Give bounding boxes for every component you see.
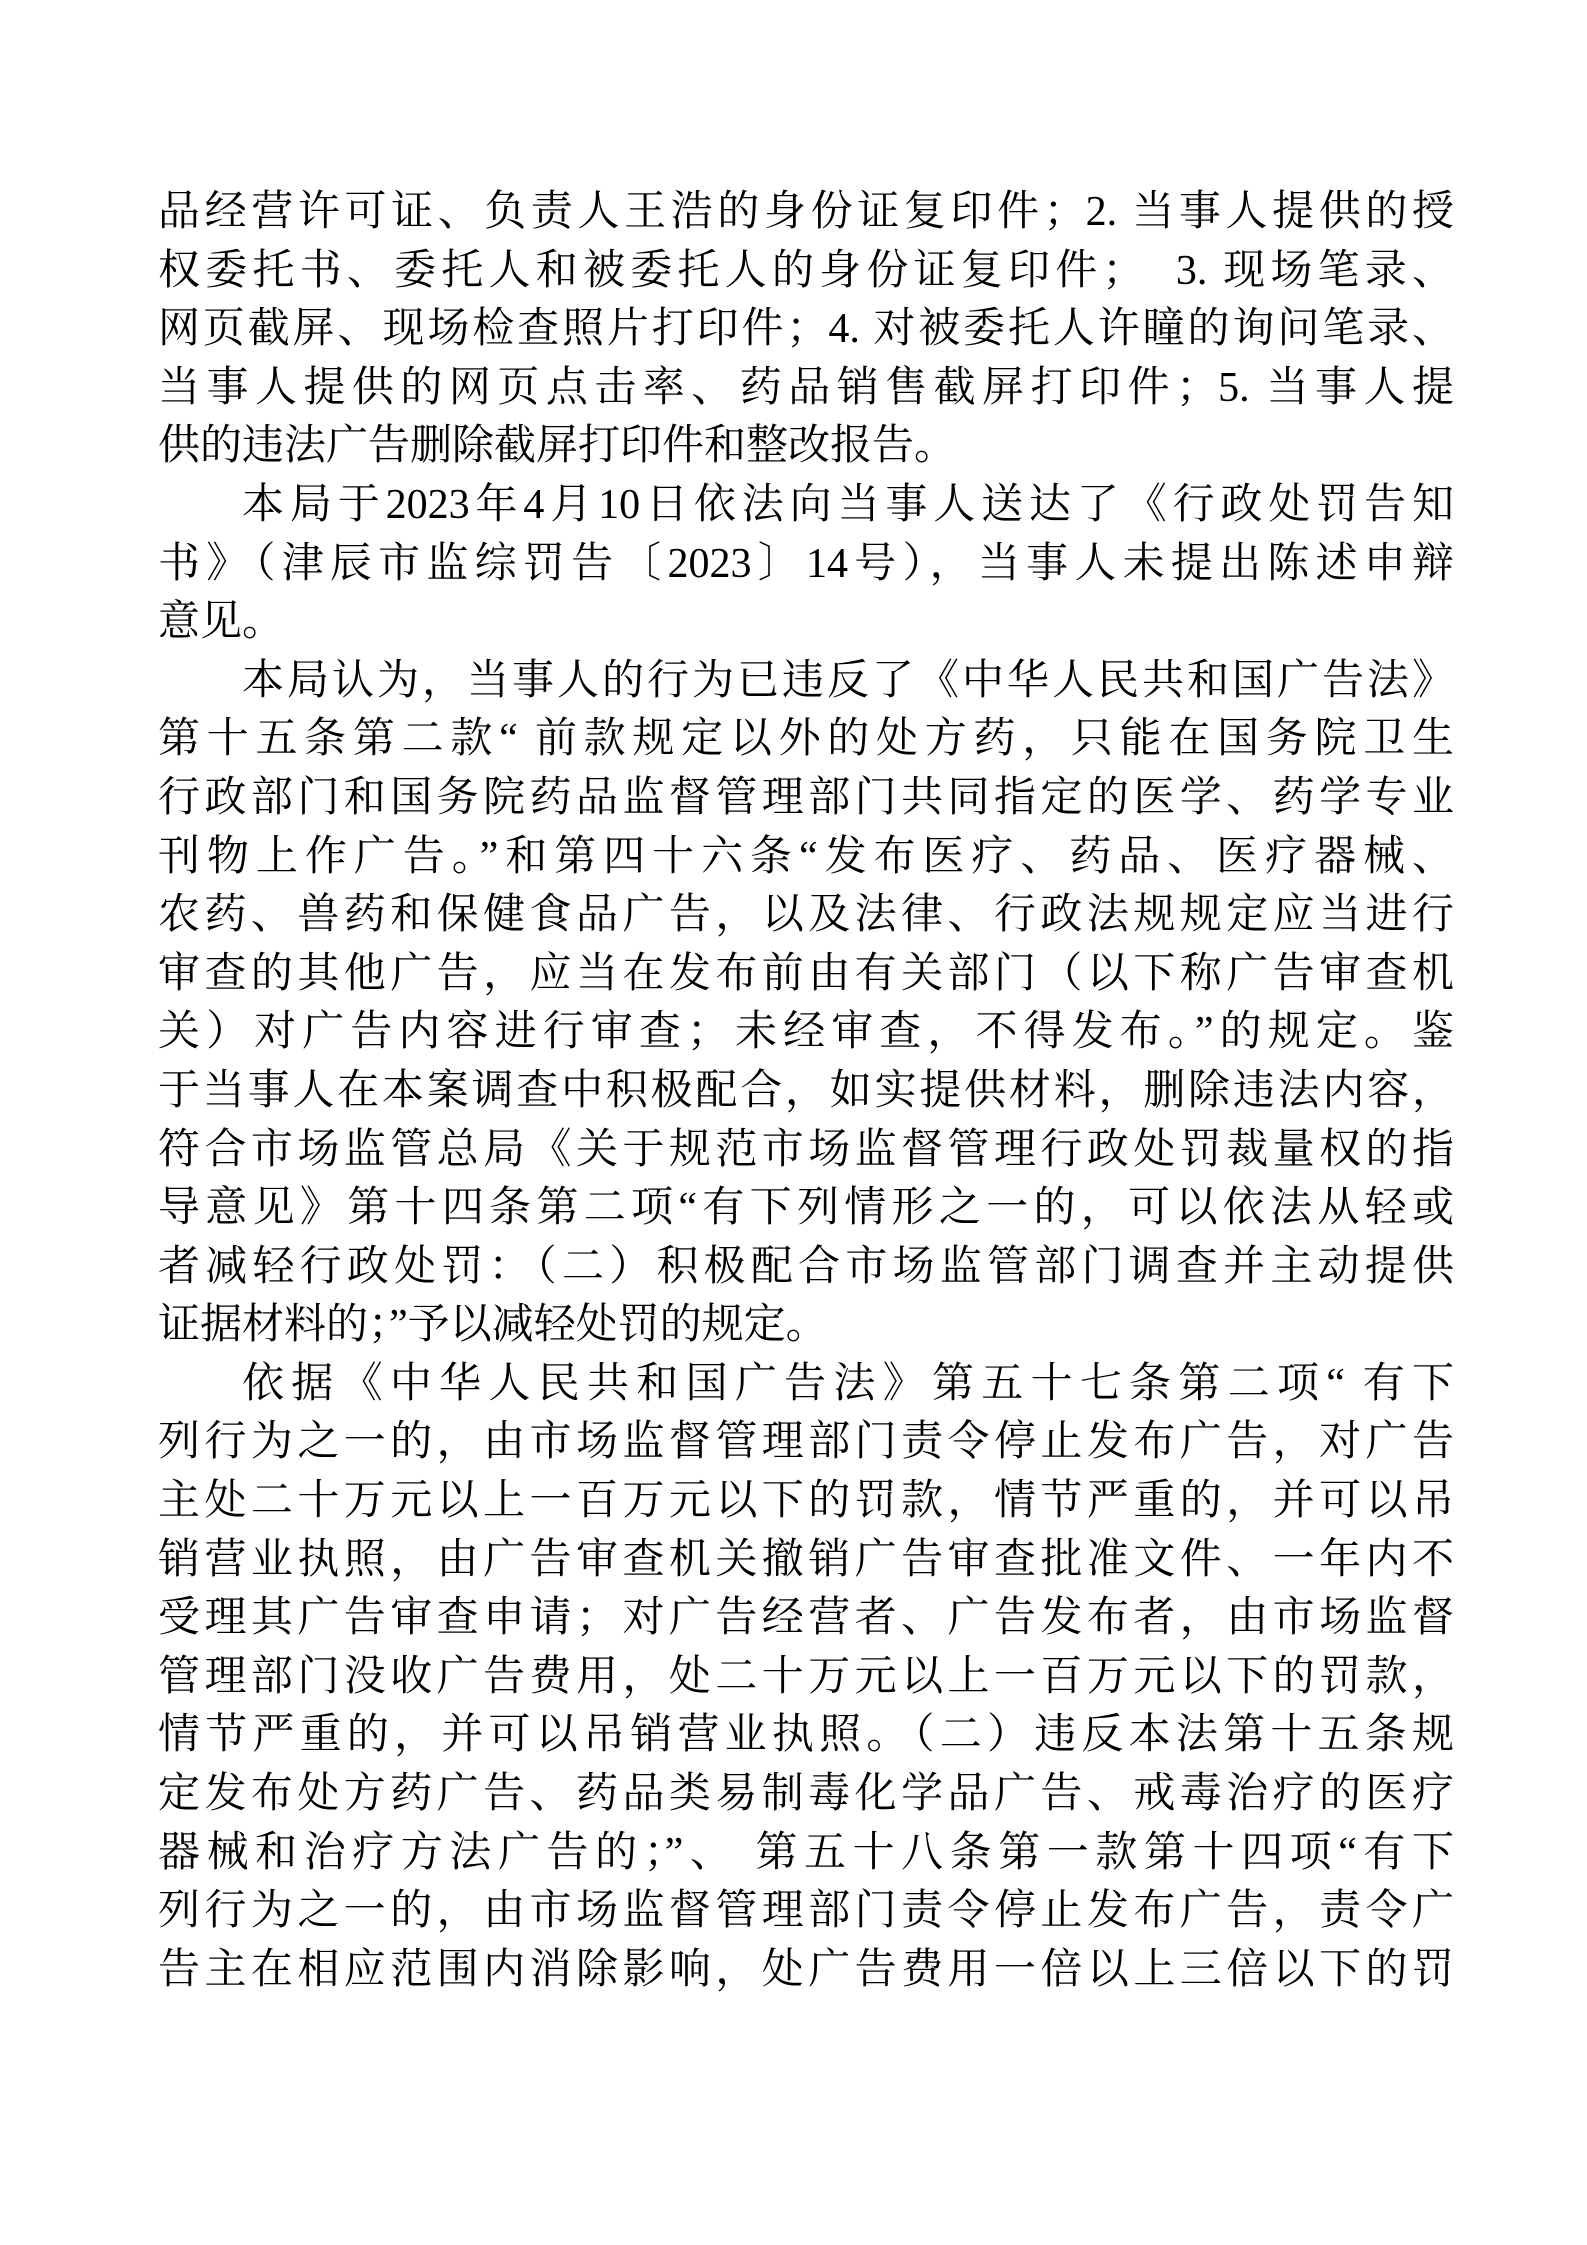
document-line: 列行为之一的，由市场监督管理部门责令停止发布广告，对广告 xyxy=(158,1419,1454,1466)
document-line: 列行为之一的，由市场监督管理部门责令停止发布广告，责令广 xyxy=(158,1888,1454,1935)
document-line: 网页截屏、现场检查照片打印件；4. 对被委托人许瞳的询问笔录、 xyxy=(158,306,1454,353)
document-line: 证据材料的；”予以减轻处罚的规定。 xyxy=(158,1302,828,1349)
document-line: 受理其广告审查申请；对广告经营者、广告发布者，由市场监督 xyxy=(158,1595,1454,1642)
document-line: 第十五条第二款“ 前款规定以外的处方药，只能在国务院卫生 xyxy=(158,716,1454,763)
document-line: 定发布处方药广告、药品类易制毒化学品广告、戒毒治疗的医疗 xyxy=(158,1771,1454,1818)
document-line: 审查的其他广告，应当在发布前由有关部门（以下称广告审查机 xyxy=(158,950,1454,997)
document-line: 器械和治疗方法广告的；”、 第五十八条第一款第十四项“有下 xyxy=(158,1829,1454,1876)
document-line: 关）对广告内容进行审查；未经审查，不得发布。”的规定。鉴 xyxy=(158,1009,1454,1056)
document-line: 农药、兽药和保健食品广告，以及法律、行政法规规定应当进行 xyxy=(158,892,1454,939)
document-line: 供的违法广告删除截屏打印件和整改报告。 xyxy=(158,423,957,470)
document-line: 主处二十万元以上一百万元以下的罚款，情节严重的，并可以吊 xyxy=(158,1478,1454,1525)
document-line: 告主在相应范围内消除影响，处广告费用一倍以上三倍以下的罚 xyxy=(158,1946,1454,1993)
document-line: 品经营许可证、负责人王浩的身份证复印件；2. 当事人提供的授 xyxy=(158,189,1454,235)
document-line: 权委托书、委托人和被委托人的身份证复印件； 3. 现场笔录、 xyxy=(158,247,1454,294)
document-line: 当事人提供的网页点击率、药品销售截屏打印件；5. 当事人提 xyxy=(158,364,1454,411)
document-line: 行政部门和国务院药品监督管理部门共同指定的医学、药学专业 xyxy=(158,774,1454,821)
document-body xyxy=(158,183,1454,1999)
document-line: 管理部门没收广告费用，处二十万元以上一百万元以下的罚款， xyxy=(158,1653,1454,1700)
document-line: 销营业执照，由广告审查机关撤销广告审查批准文件、一年内不 xyxy=(158,1536,1454,1583)
document-line: 符合市场监管总局《关于规范市场监督管理行政处罚裁量权的指 xyxy=(158,1126,1454,1173)
document-line: 者减轻行政处罚：（二）积极配合市场监管部门调查并主动提供 xyxy=(158,1243,1454,1290)
document-line: 情节严重的，并可以吊销营业执照。（二）违反本法第十五条规 xyxy=(158,1712,1454,1759)
document-line: 书》（津辰市监综罚告〔2023〕14号），当事人未提出陈述申辩 xyxy=(158,540,1454,587)
document-line: 刊物上作广告。”和第四十六条“发布医疗、药品、医疗器械、 xyxy=(158,833,1454,880)
document-line: 于当事人在本案调查中积极配合，如实提供材料，删除违法内容， xyxy=(158,1067,1454,1114)
document-line: 导意见》第十四条第二项“有下列情形之一的，可以依法从轻或 xyxy=(158,1185,1454,1232)
document-line: 本局于2023年4月10日依法向当事人送达了《行政处罚告知 xyxy=(242,481,1454,528)
document-line: 意见。 xyxy=(158,599,285,646)
document-line: 本局认为，当事人的行为已违反了《中华人民共和国广告法》 xyxy=(242,657,1454,704)
document-line: 依据《中华人民共和国广告法》第五十七条第二项“ 有下 xyxy=(242,1360,1454,1407)
